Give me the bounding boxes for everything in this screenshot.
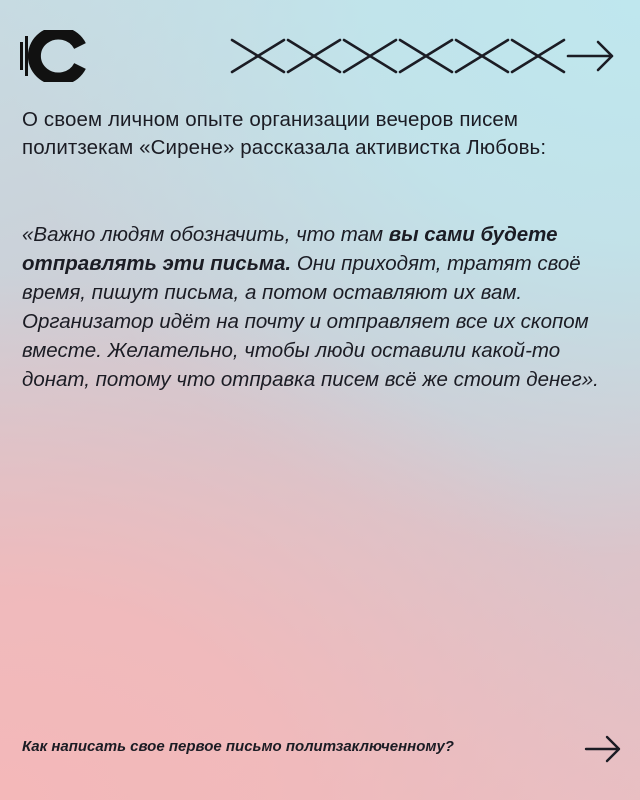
- arrow-right-icon[interactable]: [584, 734, 622, 764]
- cross-pattern-arrow-icon: [228, 36, 618, 76]
- activist-quote: [22, 220, 627, 394]
- intro-text: О своем личном опыте организации вечеров писем политзекам «Сирене» рассказала активистка Любовь:: [22, 108, 547, 159]
- next-article-link[interactable]: [22, 734, 622, 764]
- next-article-title[interactable]: Как написать свое первое письмо политзаключенному?: [22, 738, 454, 755]
- quote-text-start: «Важно людям обозначить, что там: [22, 223, 389, 246]
- quote-text-end: Они приходят, тратят своё время, пишут письма, а потом оставляют их вам. Организатор идёт на почту и отправляет все их скопом вместе. Желательно, чтобы люди оставили какой-то донат, потому что отправка писем всё же стоит денег».: [22, 252, 599, 391]
- sirena-logo-icon: [20, 30, 88, 82]
- quote-bold-phrase: вы сами будете отправлять эти письма.: [22, 223, 558, 275]
